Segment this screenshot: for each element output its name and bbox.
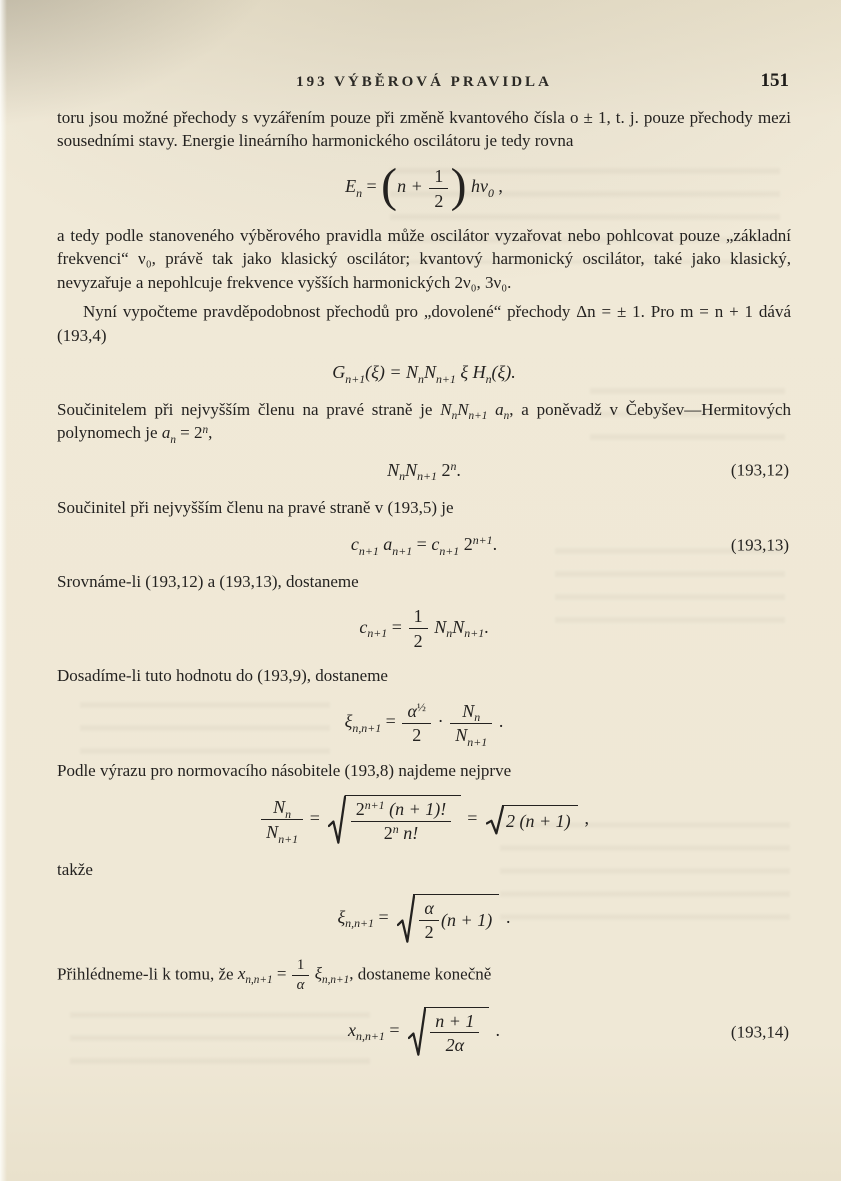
fraction bbox=[402, 701, 430, 746]
multiplication-dot: · bbox=[433, 711, 449, 732]
math-sub: n+1 bbox=[367, 626, 388, 641]
math-token: n! bbox=[398, 823, 419, 844]
radical bbox=[397, 894, 499, 944]
math-expression bbox=[350, 533, 498, 558]
math-token: = bbox=[387, 616, 407, 637]
math-token: (n + 1)! bbox=[384, 798, 447, 819]
text-run: Součinitelem při nejvyšším členu na pravé straně je bbox=[57, 399, 441, 419]
math-sub: n+1 bbox=[467, 734, 488, 749]
math-expression bbox=[387, 458, 461, 484]
math-token: 2 (n + 1) bbox=[506, 810, 571, 831]
math-token: N bbox=[387, 459, 400, 480]
math-expression bbox=[332, 362, 516, 386]
paragraph-9: takže bbox=[57, 859, 93, 879]
math-sub: n+1 bbox=[464, 626, 485, 641]
equation-c-coefficient bbox=[57, 606, 791, 651]
math-token: = bbox=[412, 534, 432, 555]
radicand bbox=[502, 805, 578, 834]
right-paren: ) bbox=[450, 159, 467, 213]
math-sub: n bbox=[356, 185, 363, 200]
math-token: = bbox=[373, 906, 394, 927]
math-sup: n bbox=[450, 458, 457, 473]
equation-energy-levels bbox=[57, 159, 791, 213]
equation-number: (193,13) bbox=[730, 534, 789, 554]
math-token: . bbox=[490, 1019, 500, 1040]
inline-math bbox=[161, 423, 209, 446]
math-expression bbox=[345, 159, 503, 213]
math-sub: n bbox=[399, 469, 406, 484]
math-token: G bbox=[332, 362, 346, 383]
math-token: , bbox=[493, 176, 503, 197]
inline-math bbox=[237, 956, 354, 994]
paragraph-2: a tedy podle stanoveného výběrového pravidla může oscilátor vyzařovat nebo pohlcovat pouze „základní frekvenci“ ν₀, právě tak jako klasický oscilátor; kvantový harmonický oscilátor, také jako klasický, nevyzařuje a nepohlcuje frekvence vyšších harmonických 2ν₀, 3ν₀. bbox=[57, 225, 791, 292]
math-token: (ξ) = bbox=[365, 362, 406, 383]
math-token: a bbox=[378, 534, 393, 555]
fraction-denominator: 2 bbox=[424, 922, 434, 943]
math-sub: n bbox=[474, 710, 481, 725]
math-token: N bbox=[440, 399, 452, 419]
math-token: 2 bbox=[436, 459, 451, 480]
math-token: H bbox=[472, 362, 486, 383]
math-sup: n+1 bbox=[364, 797, 385, 812]
math-sub: n,n+1 bbox=[345, 916, 374, 931]
paragraph-6: Srovnáme-li (193,12) a (193,13), dostaneme bbox=[57, 571, 359, 591]
math-token: ξ bbox=[310, 964, 323, 984]
fraction-denominator: 2 bbox=[434, 190, 444, 211]
fraction bbox=[419, 898, 439, 943]
math-token: ξ bbox=[455, 362, 473, 383]
fraction-numerator bbox=[402, 701, 430, 724]
math-token: . bbox=[492, 534, 498, 555]
inline-math bbox=[440, 399, 510, 423]
math-token: hν bbox=[466, 176, 488, 197]
equation-193-14 bbox=[57, 1007, 791, 1057]
paragraph-1: toru jsou možné přechody s vyzářením pouze při změně kvantového čísla o ± 1, t. j. pouze přechody mezi sousedními stavy. Energie lineárního harmonického oscilátoru je tedy rovna bbox=[57, 108, 791, 151]
page-header bbox=[57, 70, 791, 100]
text-run: Přihlédneme-li k tomu, že bbox=[57, 964, 238, 984]
radical-sign-icon bbox=[408, 1007, 426, 1057]
fraction-denominator bbox=[261, 820, 303, 846]
equation-193-12 bbox=[57, 458, 791, 483]
fraction-denominator: 2 bbox=[413, 631, 423, 652]
radical-sign-icon bbox=[328, 795, 346, 845]
math-token: (ξ). bbox=[491, 362, 516, 383]
fraction-numerator: 1 bbox=[429, 166, 448, 189]
radicand bbox=[413, 894, 499, 944]
math-expression bbox=[259, 797, 589, 846]
math-token: c bbox=[350, 534, 359, 555]
math-sub: n bbox=[170, 433, 176, 446]
page-content bbox=[57, 106, 791, 1056]
math-sub: n,n+1 bbox=[356, 1029, 385, 1044]
math-token: N bbox=[423, 362, 436, 383]
math-sup: n bbox=[392, 822, 399, 837]
math-token: , bbox=[349, 964, 354, 984]
math-sub: n bbox=[446, 626, 453, 641]
fraction bbox=[351, 799, 452, 844]
math-sub: n bbox=[451, 410, 458, 423]
fraction-denominator bbox=[351, 822, 452, 844]
math-token: , bbox=[580, 807, 589, 828]
math-sub: n bbox=[285, 806, 292, 821]
paragraph-3: Nyní vypočteme pravděpodobnost přechodů pro „dovolené“ přechody Δn = ± 1. Pro m = n + 1 dává (193,4) bbox=[57, 302, 791, 345]
math-token: x bbox=[348, 1019, 357, 1040]
math-token: . bbox=[501, 906, 511, 927]
radical bbox=[486, 805, 578, 834]
math-token: c bbox=[359, 616, 368, 637]
math-token: N bbox=[406, 362, 419, 383]
math-sub: n+1 bbox=[439, 543, 460, 558]
paragraph-8: Podle výrazu pro normovacího násobitele (193,8) najdeme nejprve bbox=[57, 760, 512, 780]
math-token: = bbox=[362, 176, 382, 197]
math-token: c bbox=[431, 534, 440, 555]
fraction bbox=[409, 606, 428, 651]
math-sup: n bbox=[202, 423, 209, 436]
math-token: . bbox=[494, 711, 504, 732]
fraction-numerator bbox=[351, 799, 452, 822]
equation-g-polynomial bbox=[57, 360, 791, 385]
radical bbox=[408, 1007, 489, 1057]
math-sub: n,n+1 bbox=[352, 720, 382, 735]
math-token: = bbox=[272, 964, 291, 984]
math-token: N bbox=[266, 822, 279, 843]
math-token: N bbox=[455, 725, 468, 746]
fraction bbox=[261, 797, 303, 846]
paragraph-4 bbox=[57, 398, 791, 445]
math-sub: n bbox=[485, 371, 492, 386]
fraction bbox=[450, 700, 492, 749]
math-token: . bbox=[484, 616, 489, 637]
equation-number: (193,12) bbox=[730, 460, 789, 480]
fraction-denominator: 2α bbox=[445, 1035, 465, 1056]
math-token: N bbox=[405, 459, 418, 480]
fraction-numerator: α bbox=[419, 898, 439, 921]
math-token: . bbox=[456, 459, 461, 480]
fraction bbox=[292, 957, 308, 994]
math-token: a bbox=[161, 423, 171, 443]
fraction-numerator: 1 bbox=[292, 957, 308, 976]
text-run: , a poněvadž v Čebyšev—Hermitových polynomech je bbox=[57, 399, 791, 443]
math-token: n + bbox=[397, 176, 428, 197]
running-title: 193 VÝBĚROVÁ PRAVIDLA bbox=[296, 74, 552, 90]
fraction bbox=[429, 166, 448, 211]
math-token: N bbox=[429, 616, 447, 637]
math-sub: n bbox=[503, 410, 510, 423]
math-token: x bbox=[237, 964, 246, 984]
fraction-numerator: n + 1 bbox=[430, 1011, 479, 1034]
math-sub: n bbox=[418, 371, 424, 386]
math-sub: n+1 bbox=[392, 543, 413, 558]
equation-xi-matrix-element bbox=[57, 699, 791, 749]
math-sub: n,n+1 bbox=[245, 974, 273, 987]
left-paren: ( bbox=[381, 159, 398, 213]
equation-normalization-ratio bbox=[57, 795, 791, 845]
math-sub: n+1 bbox=[417, 469, 437, 484]
math-token: N bbox=[273, 797, 286, 818]
math-token: N bbox=[452, 616, 465, 637]
text-run: dostaneme konečně bbox=[353, 964, 492, 984]
math-token: = bbox=[462, 807, 482, 828]
math-token: ξ bbox=[337, 906, 346, 927]
text-run: , bbox=[208, 423, 213, 443]
math-sub: n+1 bbox=[435, 371, 456, 386]
math-sub: n+1 bbox=[468, 410, 488, 423]
radical-sign-icon bbox=[397, 894, 415, 944]
math-expression bbox=[337, 897, 511, 943]
fraction bbox=[430, 1011, 479, 1056]
radical-sign-icon bbox=[486, 805, 504, 834]
equation-number: (193,14) bbox=[730, 1022, 789, 1042]
paragraph-7: Dosadíme-li tuto hodnotu do (193,9), dostaneme bbox=[57, 666, 388, 686]
math-token: ξ bbox=[344, 711, 353, 732]
math-token: N bbox=[462, 700, 475, 721]
math-token: N bbox=[457, 399, 469, 419]
math-expression bbox=[344, 699, 504, 749]
math-sub: n+1 bbox=[345, 371, 366, 386]
math-token: 2 bbox=[383, 823, 393, 844]
fraction-denominator bbox=[450, 724, 492, 749]
math-token: = bbox=[175, 423, 195, 443]
page-number: 151 bbox=[760, 70, 789, 91]
radical bbox=[328, 795, 460, 845]
math-sub: 0 bbox=[487, 185, 494, 200]
math-sup: ½ bbox=[416, 699, 426, 714]
math-token: = bbox=[384, 1019, 404, 1040]
fraction-numerator: 1 bbox=[409, 606, 428, 629]
math-sub: n+1 bbox=[358, 543, 379, 558]
math-token: = bbox=[305, 807, 325, 828]
equation-xi-result bbox=[57, 894, 791, 944]
radicand bbox=[345, 795, 461, 845]
math-token: 2 bbox=[355, 798, 365, 819]
math-token: E bbox=[345, 176, 357, 197]
math-token: α bbox=[407, 700, 417, 721]
math-expression bbox=[359, 606, 489, 652]
fraction-numerator bbox=[261, 797, 303, 820]
fraction-denominator: α bbox=[296, 977, 305, 994]
paragraph-10 bbox=[57, 957, 791, 994]
fraction-numerator bbox=[450, 701, 492, 724]
equation-193-13 bbox=[57, 532, 791, 557]
math-token: 2 bbox=[459, 534, 473, 555]
math-sup: n+1 bbox=[472, 533, 493, 548]
math-token: = bbox=[381, 711, 401, 732]
paragraph-5: Součinitel při nejvyšším členu na pravé straně v (193,5) je bbox=[57, 497, 454, 517]
math-sub: n+1 bbox=[278, 831, 299, 846]
math-sub: n,n+1 bbox=[322, 974, 350, 987]
fraction-denominator: 2 bbox=[412, 725, 422, 746]
radicand bbox=[424, 1007, 489, 1057]
math-token: 2 bbox=[194, 423, 203, 443]
math-token: a bbox=[487, 399, 504, 419]
math-token: (n + 1) bbox=[441, 909, 493, 930]
